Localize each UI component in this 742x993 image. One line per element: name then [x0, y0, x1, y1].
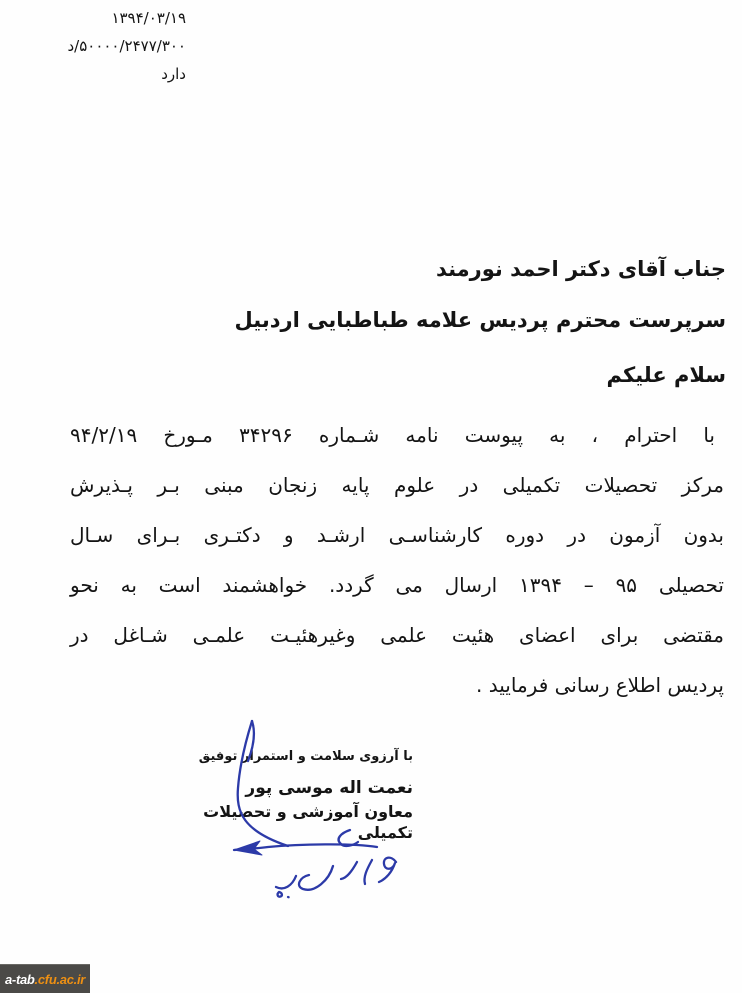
body-line: با احترام ، به پیوست نامه شـماره ۳۴۲۹۶ مـورخ ۹۴/۲/۱۹ [70, 423, 716, 447]
body-line: بدون آزمون در دوره کارشناسـی ارشـد و دکتـری بـرای سـال [70, 523, 724, 547]
watermark-badge [0, 964, 90, 993]
body-line: پردیس اطلاع رسانی فرمایید . [476, 673, 724, 697]
signature-block [163, 748, 413, 843]
attachment-status: دارد [161, 65, 186, 83]
letter-ref-number: ۵۰۰۰۰/۲۴۷۷/۳۰۰/د [67, 37, 186, 55]
body-line: تحصیلی ۹۵ – ۱۳۹۴ ارسال می گردد. خواهشمند است به نحو [70, 573, 724, 597]
signature-wish: با آرزوی سلامت و استمرار توفیق [198, 749, 413, 764]
letter-header [0, 4, 186, 88]
watermark-suffix: .cfu.ac.ir [34, 972, 86, 987]
recipient-name: جناب آقای دکتر احمد نورمند [435, 257, 726, 281]
salutation: سلام علیکم [606, 363, 726, 387]
letter-date: ۱۳۹۴/۰۳/۱۹ [111, 9, 186, 27]
signatory-name: نعمت اله موسی پور [245, 778, 413, 798]
body-line: مقتضی برای اعضای هئیت علمی وغیرهئیـت علمـی شـاغل در [70, 623, 724, 647]
letter-body [70, 410, 724, 710]
recipient-title: سرپرست محترم پردیس علامه طباطبایی اردبیل [234, 308, 726, 332]
signatory-title: معاون آموزشی و تحصیلات تکمیلی [203, 802, 413, 842]
watermark-prefix: a-tab [4, 972, 35, 987]
recipient-block [86, 254, 726, 390]
body-line: مرکز تحصیلات تکمیلی در علوم پایه زنجان مبنی بـر پـذیرش [70, 473, 724, 497]
